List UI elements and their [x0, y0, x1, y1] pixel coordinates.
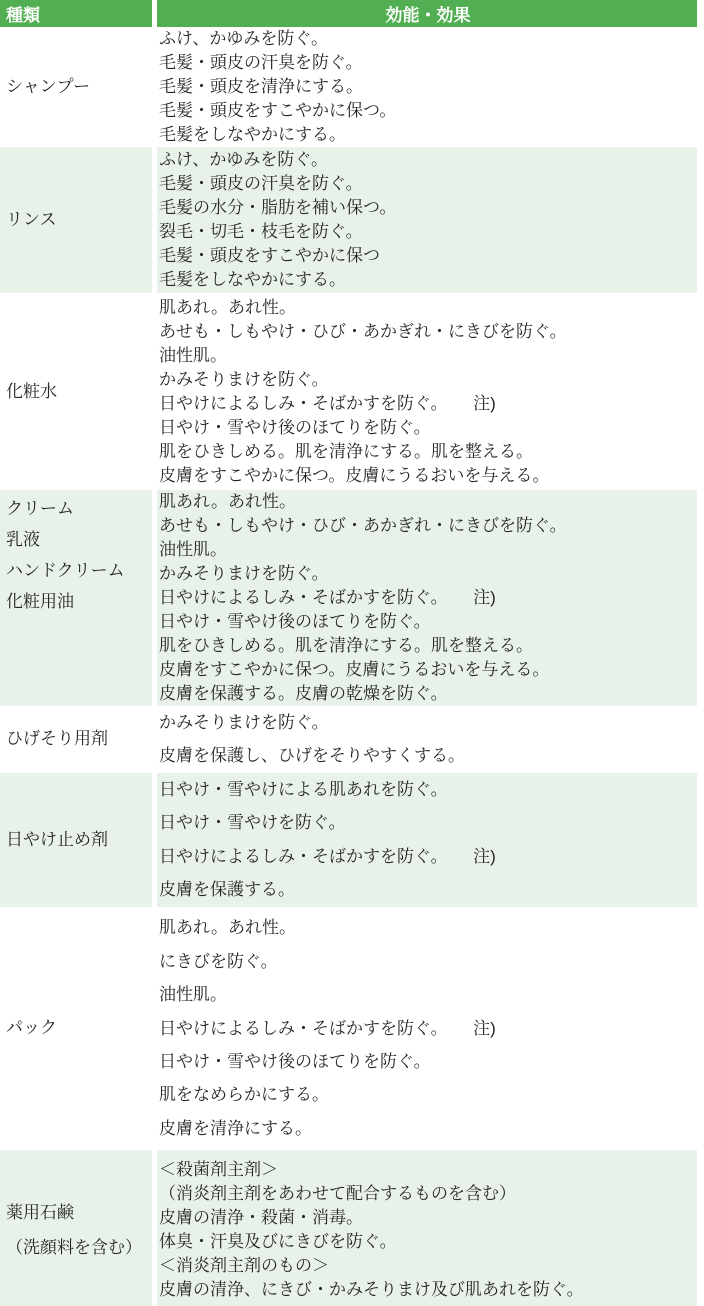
effect-line: 皮膚の清浄・殺菌・消毒。	[159, 1208, 363, 1228]
effect-line: ＜殺菌剤主剤＞	[159, 1160, 278, 1180]
effect-cell	[157, 490, 697, 706]
table-row	[0, 1150, 697, 1306]
effect-line: 日やけによるしみ・そばかすを防ぐ。 注)	[159, 1018, 496, 1038]
type-cell	[0, 293, 152, 490]
effect-line: ふけ、かゆみを防ぐ。	[159, 29, 328, 48]
table-row	[0, 706, 697, 773]
table-row	[0, 773, 697, 907]
column-header-type: 種類	[0, 0, 152, 27]
effect-line: ＜消炎剤主剤のもの＞	[159, 1256, 329, 1276]
type-label: 化粧水	[6, 381, 57, 401]
type-label: パック	[6, 1018, 57, 1038]
column-header-effect: 効能・効果	[157, 0, 697, 27]
effect-line: 皮膚の清浄、にきび・かみそりまけ及び肌あれを防ぐ。	[159, 1280, 584, 1300]
effect-line: かみそりまけを防ぐ。	[159, 369, 329, 389]
table-row	[0, 907, 697, 1150]
table-body	[0, 27, 697, 1306]
type-label: 日やけ止め剤	[6, 829, 108, 849]
effect-cell	[157, 293, 697, 490]
type-cell	[0, 706, 152, 773]
type-cell	[0, 490, 152, 706]
effect-cell	[157, 907, 697, 1150]
effect-line: 裂毛・切毛・枝毛を防ぐ。	[159, 222, 363, 241]
effect-line: ふけ、かゆみを防ぐ。	[159, 150, 328, 169]
effect-line: 毛髪をしなやかにする。	[159, 125, 346, 144]
effect-line: かみそりまけを防ぐ。	[159, 713, 329, 732]
effect-line: 皮膚をすこやかに保つ。皮膚にうるおいを与える。	[159, 660, 550, 679]
effect-line: 肌をなめらかにする。	[159, 1085, 329, 1105]
effect-cell	[157, 773, 697, 907]
effect-line: 日やけによるしみ・そばかすを防ぐ。 注)	[159, 846, 496, 866]
effect-line: 油性肌。	[159, 985, 227, 1005]
effect-line: 肌あれ。あれ性。	[159, 918, 297, 938]
effect-line: にきびを防ぐ。	[159, 951, 278, 971]
effect-line: 日やけ・雪やけ後のほてりを防ぐ。	[159, 1052, 431, 1072]
effect-line: 毛髪・頭皮の汗臭を防ぐ。	[159, 174, 363, 193]
type-label: ひげそり用剤	[6, 729, 108, 749]
type-cell	[0, 907, 152, 1150]
effect-line: 日やけによるしみ・そばかすを防ぐ。 注)	[159, 588, 496, 607]
type-label: 化粧用油	[6, 592, 74, 611]
effect-line: 皮膚を保護する。皮膚の乾燥を防ぐ。	[159, 684, 448, 703]
effect-line: 肌をひきしめる。肌を清浄にする。肌を整える。	[159, 441, 533, 461]
effect-line: 油性肌。	[159, 540, 227, 559]
effect-line: 毛髪・頭皮をすこやかに保つ	[159, 246, 380, 265]
effect-line: （消炎剤主剤をあわせて配合するものを含む）	[159, 1184, 516, 1204]
effect-line: 日やけ・雪やけ後のほてりを防ぐ。	[159, 612, 431, 631]
type-label: （洗顔料を含む）	[6, 1238, 142, 1258]
effect-line: 日やけによるしみ・そばかすを防ぐ。 注)	[159, 393, 496, 413]
effect-line: 日やけ・雪やけを防ぐ。	[159, 813, 346, 833]
effect-line: 肌あれ。あれ性。	[159, 297, 297, 317]
effect-line: 皮膚を保護する。	[159, 880, 295, 900]
type-label: ハンドクリーム	[6, 561, 125, 580]
effect-line: 毛髪・頭皮を清浄にする。	[159, 77, 363, 96]
effect-line: 皮膚を清浄にする。	[159, 1118, 312, 1138]
table-row	[0, 490, 697, 706]
table-row	[0, 147, 697, 293]
effect-line: 毛髪をしなやかにする。	[159, 270, 346, 289]
type-label: 薬用石鹸	[6, 1203, 74, 1223]
effect-line: 肌あれ。あれ性。	[159, 492, 297, 511]
table-row	[0, 27, 697, 147]
effect-line: 油性肌。	[159, 345, 227, 365]
type-cell	[0, 773, 152, 907]
effect-line: 肌をひきしめる。肌を清浄にする。肌を整える。	[159, 636, 533, 655]
effect-cell	[157, 1150, 697, 1306]
type-label: クリーム	[6, 499, 74, 518]
effect-cell	[157, 706, 697, 773]
type-cell	[0, 147, 152, 293]
type-cell	[0, 27, 152, 147]
effect-cell	[157, 147, 697, 293]
effect-line: 体臭・汗臭及びにきびを防ぐ。	[159, 1232, 397, 1252]
effect-line: 皮膚をすこやかに保つ。皮膚にうるおいを与える。	[159, 465, 550, 485]
type-label: リンス	[6, 210, 57, 229]
effect-line: 皮膚を保護し、ひげをそりやすくする。	[159, 746, 465, 766]
type-cell	[0, 1150, 152, 1306]
type-label: 乳液	[6, 530, 40, 549]
effect-line: かみそりまけを防ぐ。	[159, 564, 329, 583]
effect-line: 毛髪・頭皮をすこやかに保つ。	[159, 101, 397, 120]
table-header-row	[0, 0, 697, 27]
effect-line: 日やけ・雪やけ後のほてりを防ぐ。	[159, 417, 431, 437]
effect-line: あせも・しもやけ・ひび・あかぎれ・にきびを防ぐ。	[159, 321, 567, 341]
effect-line: あせも・しもやけ・ひび・あかぎれ・にきびを防ぐ。	[159, 516, 567, 535]
table-row	[0, 293, 697, 490]
effect-line: 日やけ・雪やけによる肌あれを防ぐ。	[159, 780, 448, 799]
type-label: シャンプー	[6, 77, 91, 96]
effect-cell	[157, 27, 697, 147]
effect-line: 毛髪の水分・脂肪を補い保つ。	[159, 198, 397, 217]
effect-line: 毛髪・頭皮の汗臭を防ぐ。	[159, 53, 363, 72]
